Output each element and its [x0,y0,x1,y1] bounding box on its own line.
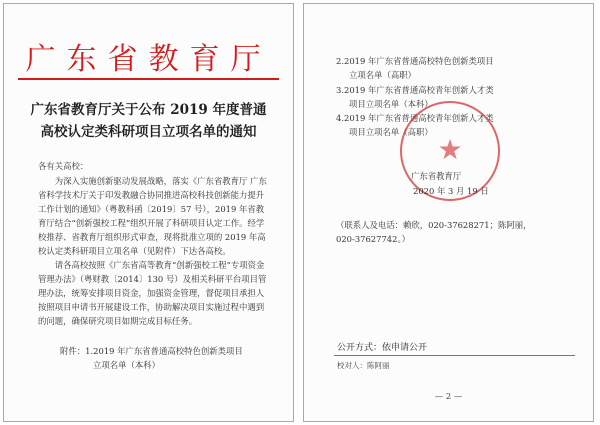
proofreader: 校对人：陈阿丽 [337,361,390,370]
list-item: 2.2019 年广东省普通高校特色创新类项目 立项名单（高职） [336,56,494,81]
footer-divider [334,355,575,356]
issuer-name: 广东省教育厅 [411,171,462,181]
paragraph-1: 为深入实施创新驱动发展战略，落实《广东省教育厅 广东省科学技术厅关于印发教融合协同推进高校科技创新能力提升工作计划的通知》（粤教科函〔2019〕57 号），2019 年省教育厅结合“创新强校工程”组织开展了科研项目认定工作。经学校推荐、省教育厅组织形式审查，现将批准立项的 2019 年高校认定类科研项目立项名单（见附件）下达各高校。 [38,176,267,256]
document-page-right [303,3,594,422]
page-number: — 2 — [434,391,463,401]
list-item: 4.2019 年广东省普通高校青年创新人才类 项目立项名单（高职） [336,113,494,138]
document-title-line-2: 高校认定类科研项目立项名单的通知 [40,124,257,140]
letterhead-title: 广东省教育厅 [25,42,272,77]
attachment-label: 附件：1.2019 年广东省普通高校特色创新类项目 [60,346,243,356]
issue-date: 2020 年 3 月 19 日 [413,186,489,196]
contact-info: （联系人及电话：赖欣，020-37628271；陈阿丽， 020-37627742。） [336,220,532,244]
letterhead-red-rule [18,78,279,80]
publication-method: 公开方式：依申请公开 [337,343,428,353]
paragraph-2: 请各高校按照《广东省高等教育“创新强校工程”专项资金管理办法》（粤财教〔2014〕130 号）及相关科研平台项目管理办法，统筹安排项目资金，加强资金管理，督促项目承担人按照项目申请书开展建设工作，协助解决项目实施过程中遇到的问题，确保研究项目如期完成目标任务。 [38,260,267,326]
attachment-continuation: 立项名单（本科） [93,360,160,370]
document-title [18,99,279,143]
list-item: 3.2019 年广东省普通高校青年创新人才类 项目立项名单（本科） [336,84,494,109]
document-page-left [3,3,294,422]
document-title-line-1: 广东省教育厅关于公布 2019 年度普通 [30,102,267,118]
seal-star-icon: ★ [437,133,463,166]
recipient: 各有关高校： [38,161,89,171]
